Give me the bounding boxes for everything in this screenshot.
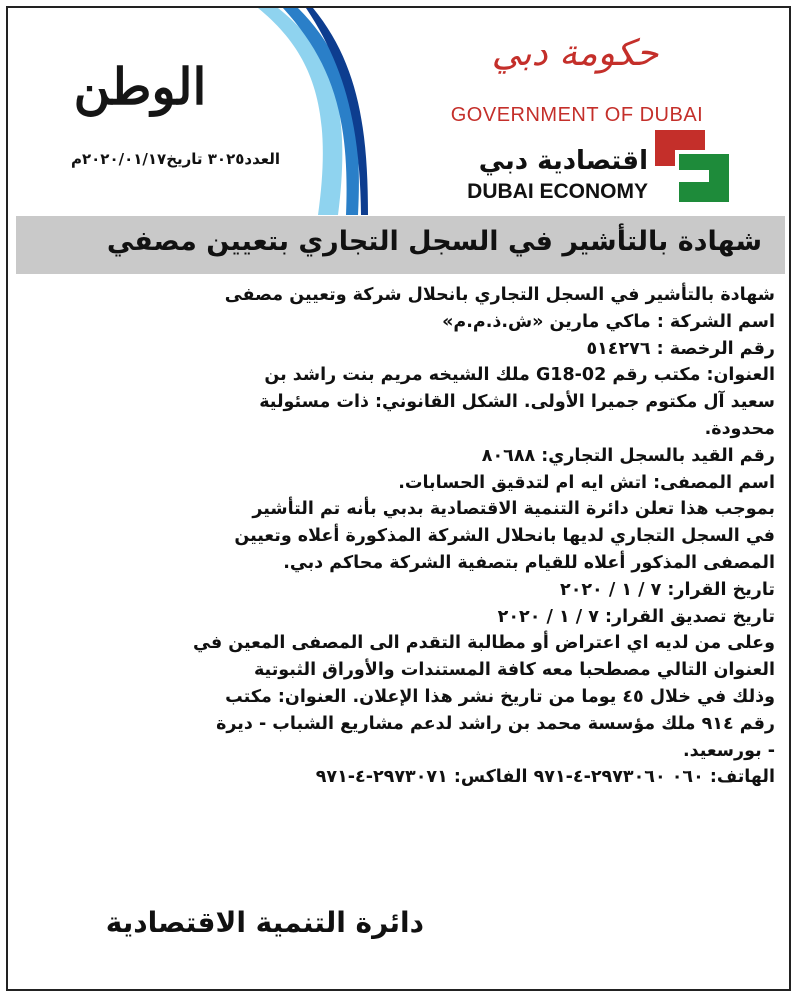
notice-line: تاريخ تصديق القرار: ٧ / ١ / ٢٠٢٠ (497, 606, 775, 627)
notice-line: شهادة بالتأشير في السجل التجاري بانحلال شركة وتعيين مصفى (224, 285, 775, 305)
notice-line: سعيد آل مكتوم جميرا الأولى. الشكل القانوني: ذات مسئولية (259, 392, 775, 413)
notice-line: تاريخ القرار: ٧ / ١ / ٢٠٢٠ (560, 579, 775, 600)
notice-line: بموجب هذا تعلن دائرة التنمية الاقتصادية بدبي بأنه تم التأشير (252, 499, 775, 520)
issue-date-line: العدد٣٠٢٥ تاريخ٢٠٢٠/٠١/١٧م (70, 150, 280, 168)
newspaper-logo: الوطن (73, 57, 207, 116)
wave-graphic (258, 8, 368, 215)
notice-line: رقم الرخصة : ٥١٤٢٧٦ (586, 338, 775, 359)
government-arabic-logo: حكومة دبي (491, 33, 659, 74)
department-arabic-name: اقتصادية دبي (478, 146, 648, 176)
notice-line: المصفى المذكور أعلاه للقيام بتصفية الشركة محاكم دبي. (283, 552, 775, 573)
issuer-signature: دائرة التنمية الاقتصادية (105, 906, 424, 939)
department-english-name: DUBAI ECONOMY (467, 180, 648, 203)
government-english-name: GOVERNMENT OF DUBAI (450, 104, 704, 126)
notice-body (20, 282, 775, 791)
notice-line: رقم القيد بالسجل التجاري: ٨٠٦٨٨ (481, 445, 775, 466)
notice-line: وذلك في خلال ٤٥ يوما من تاريخ نشر هذا الإعلان. العنوان: مكتب (225, 686, 775, 707)
notice-line: رقم ٩١٤ ملك مؤسسة محمد بن راشد لدعم مشاريع الشباب - ديرة (216, 713, 775, 734)
notice-line: العنوان: مكتب رقم G18-02 ملك الشيخه مريم بنت راشد بن (264, 365, 775, 386)
notice-line: الهاتف: ٠٦٠ ٢٩٧٣٠٦٠-٤-٩٧١ الفاكس: ٢٩٧٣٠٧١-٤-٩٧١ (315, 767, 775, 788)
notice-title: شهادة بالتأشير في السجل التجاري بتعيين مصفي (106, 226, 762, 257)
notice-line: اسم المصفى: اتش ايه ام لتدقيق الحسابات. (398, 472, 775, 493)
notice-line: العنوان التالي مصطحبا معه كافة المستندات والأوراق الثبوتية (253, 660, 775, 681)
notice-line: اسم الشركة : ماكي مارين «ش.ذ.م.م» (442, 311, 775, 332)
notice-line: في السجل التجاري لديها بانحلال الشركة المذكورة أعلاه وتعيين (234, 526, 775, 547)
notice-line: محدودة. (704, 418, 775, 439)
notice-line: وعلى من لديه اي اعتراض أو مطالبة التقدم الى المصفى المعين في (193, 633, 775, 654)
dubai-economy-logo-icon (655, 130, 729, 202)
notice-line: - بورسعيد. (683, 740, 775, 761)
